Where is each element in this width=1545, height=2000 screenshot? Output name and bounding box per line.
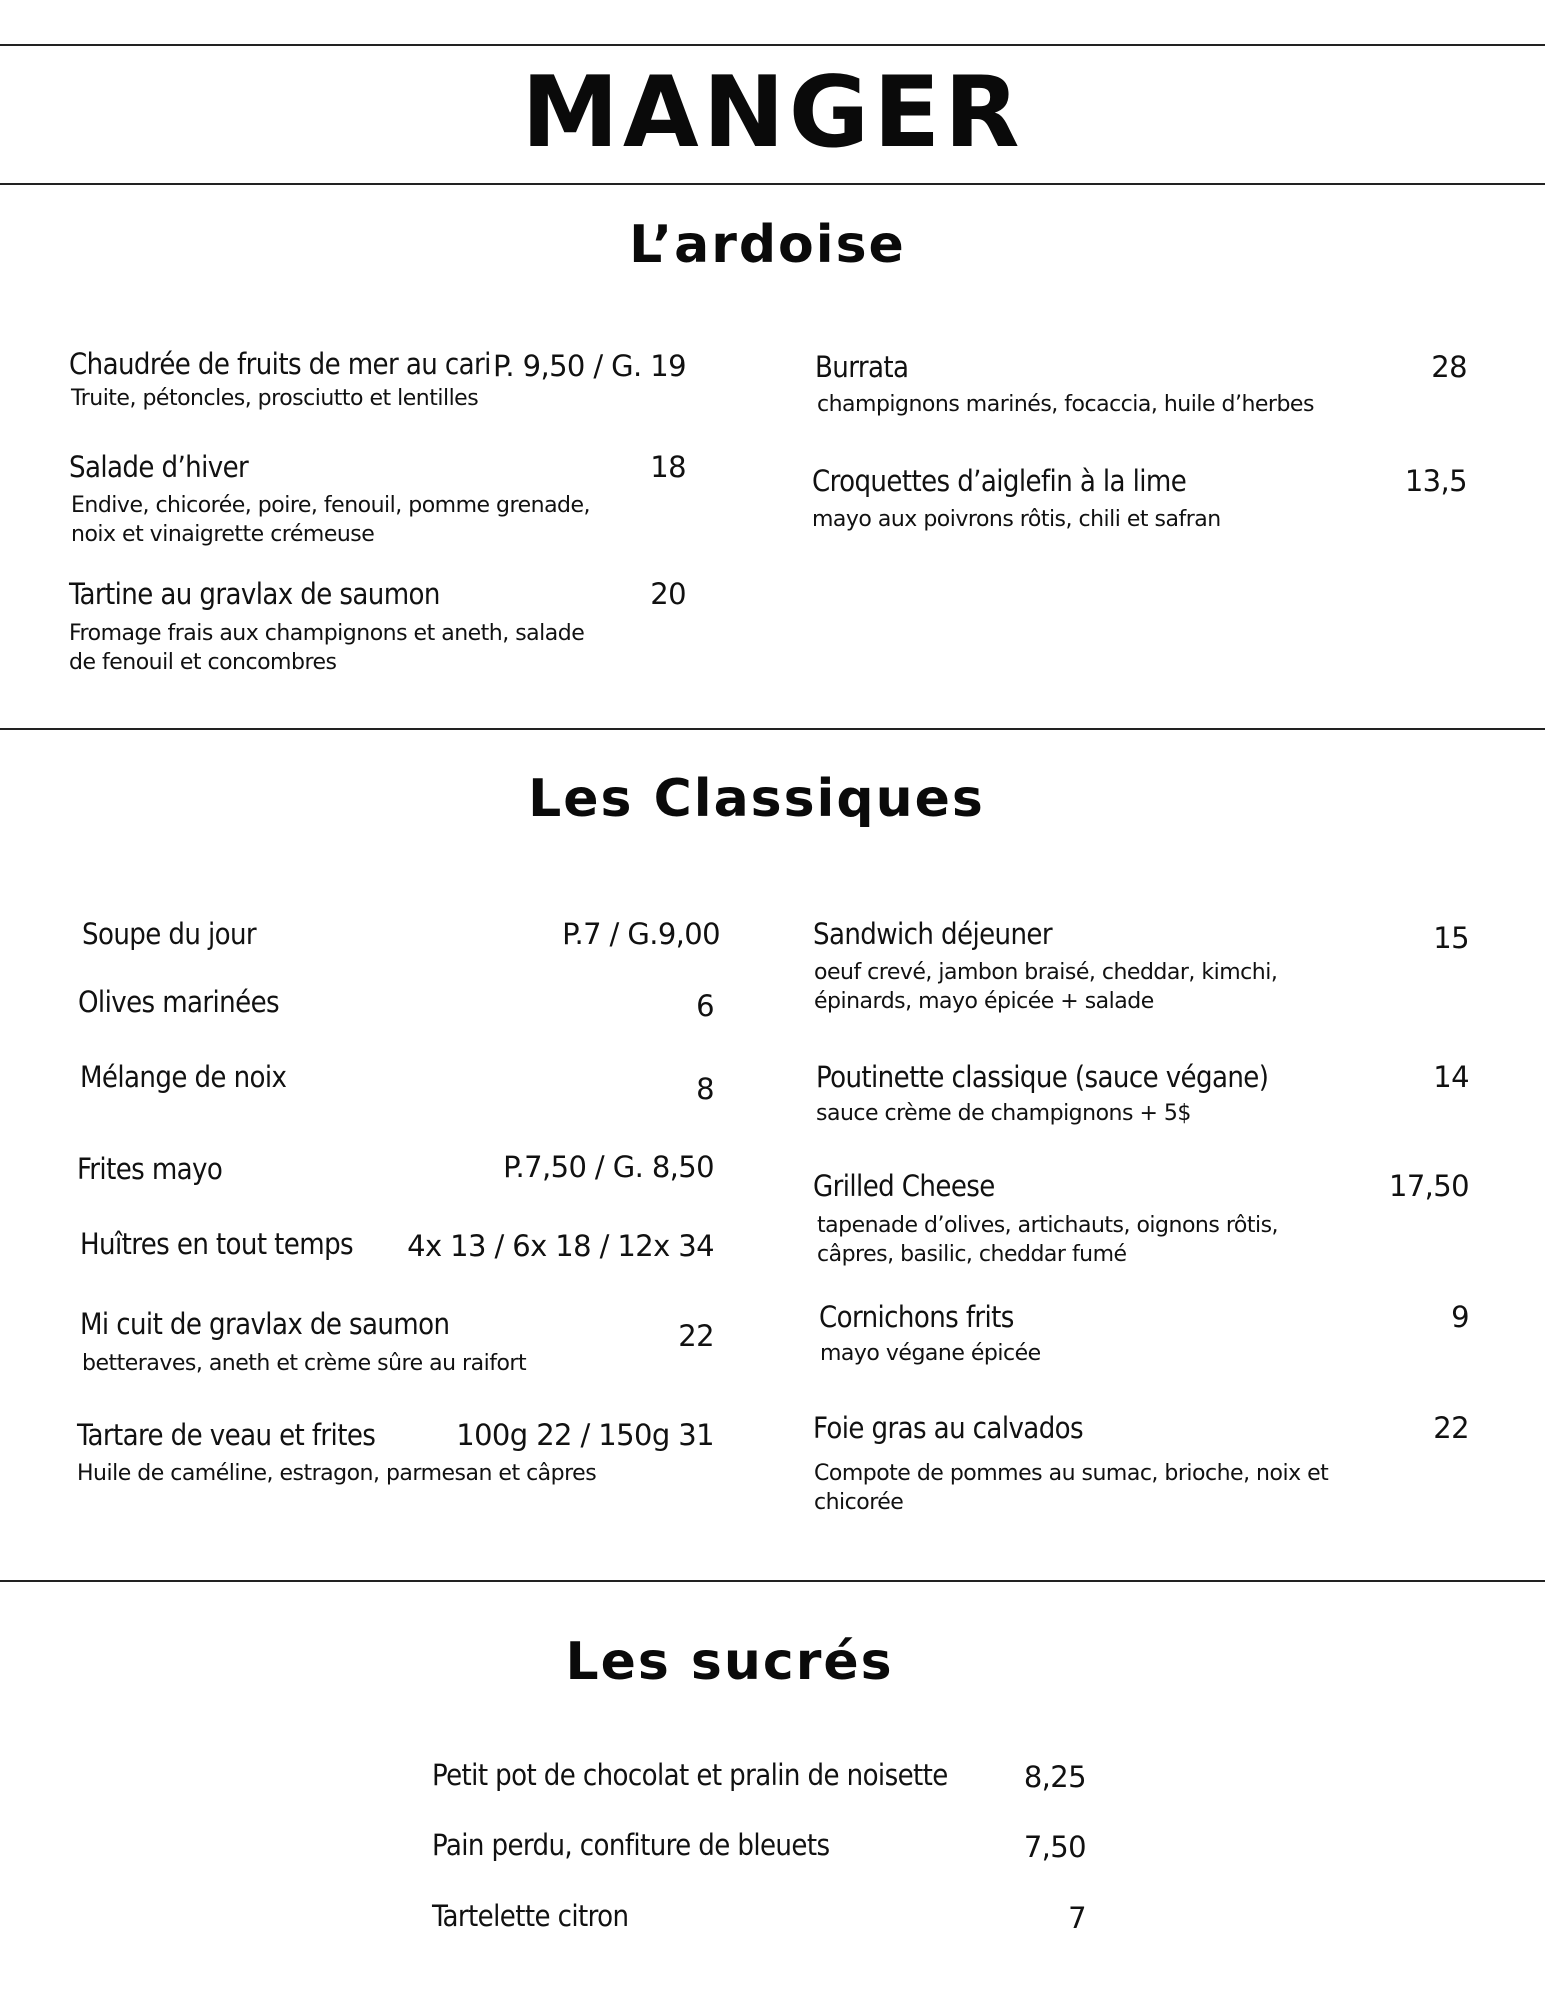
item-price: 100g 22 / 150g 31 xyxy=(456,1418,714,1452)
item-description: oeuf crevé, jambon braisé, cheddar, kimchi, épinards, mayo épicée + salade xyxy=(814,960,1278,1014)
section-title-ardoise: L’ardoise xyxy=(629,215,906,275)
item-price: P.7 / G.9,00 xyxy=(562,917,720,951)
item-price: 18 xyxy=(650,450,686,484)
item-name: Mélange de noix xyxy=(80,1060,287,1094)
item-name: Petit pot de chocolat et pralin de noisette xyxy=(432,1758,948,1792)
item-name: Mi cuit de gravlax de saumon xyxy=(80,1307,450,1341)
item-description: Huile de caméline, estragon, parmesan et câpres xyxy=(77,1461,597,1486)
item-description: Endive, chicorée, poire, fenouil, pomme grenade, noix et vinaigrette crémeuse xyxy=(71,493,591,547)
item-description: tapenade d’olives, artichauts, oignons rôtis, câpres, basilic, cheddar fumé xyxy=(817,1213,1279,1267)
item-price: 13,5 xyxy=(1404,464,1467,498)
section-title-classiques: Les Classiques xyxy=(528,769,985,829)
item-price: 20 xyxy=(650,577,686,611)
item-name: Grilled Cheese xyxy=(813,1169,995,1203)
item-description: mayo végane épicée xyxy=(820,1341,1041,1366)
item-description: sauce crème de champignons + 5$ xyxy=(816,1101,1191,1126)
item-name: Burrata xyxy=(815,350,909,384)
item-price: 8 xyxy=(696,1072,714,1106)
item-name: Poutinette classique (sauce végane) xyxy=(816,1060,1269,1094)
item-name: Sandwich déjeuner xyxy=(813,917,1053,951)
item-name: Tartare de veau et frites xyxy=(77,1418,376,1452)
item-name: Croquettes d’aiglefin à la lime xyxy=(812,464,1187,498)
item-name: Olives marinées xyxy=(78,985,280,1019)
item-name: Soupe du jour xyxy=(82,917,257,951)
item-price: 22 xyxy=(1433,1411,1469,1445)
section-title-sucres: Les sucrés xyxy=(565,1632,894,1692)
item-price: P. 9,50 / G. 19 xyxy=(493,349,686,383)
item-price: 8,25 xyxy=(1023,1760,1086,1794)
item-price: P.7,50 / G. 8,50 xyxy=(503,1150,714,1184)
item-name: Cornichons frits xyxy=(819,1300,1014,1334)
item-description: Fromage frais aux champignons et aneth, salade de fenouil et concombres xyxy=(69,621,585,675)
item-price: 15 xyxy=(1433,921,1469,955)
item-price: 9 xyxy=(1451,1300,1469,1334)
item-name: Huîtres en tout temps xyxy=(80,1227,354,1261)
item-price: 28 xyxy=(1431,350,1467,384)
item-name: Salade d’hiver xyxy=(69,450,249,484)
item-name: Pain perdu, confiture de bleuets xyxy=(432,1828,830,1862)
item-name: Frites mayo xyxy=(77,1152,223,1186)
divider-top xyxy=(0,44,1545,46)
page-title: MANGER xyxy=(521,56,1024,170)
item-name: Chaudrée de fruits de mer au cari xyxy=(69,347,491,381)
item-price: 4x 13 / 6x 18 / 12x 34 xyxy=(407,1229,714,1263)
item-description: champignons marinés, focaccia, huile d’herbes xyxy=(817,392,1314,417)
item-name: Foie gras au calvados xyxy=(813,1411,1084,1445)
item-price: 7 xyxy=(1068,1901,1086,1935)
item-price: 22 xyxy=(678,1319,714,1353)
item-name: Tartine au gravlax de saumon xyxy=(69,577,440,611)
item-name: Tartelette citron xyxy=(432,1899,629,1933)
item-description: Truite, pétoncles, prosciutto et lentilles xyxy=(71,386,479,411)
divider-classiques xyxy=(0,1580,1545,1582)
divider-below-title xyxy=(0,183,1545,185)
divider-ardoise xyxy=(0,728,1545,730)
item-price: 14 xyxy=(1433,1060,1469,1094)
item-price: 17,50 xyxy=(1388,1169,1469,1203)
item-price: 6 xyxy=(696,989,714,1023)
item-description: betteraves, aneth et crème sûre au raifort xyxy=(82,1351,527,1376)
item-description: mayo aux poivrons rôtis, chili et safran xyxy=(812,507,1221,532)
item-price: 7,50 xyxy=(1023,1830,1086,1864)
item-description: Compote de pommes au sumac, brioche, noix et chicorée xyxy=(814,1461,1329,1515)
